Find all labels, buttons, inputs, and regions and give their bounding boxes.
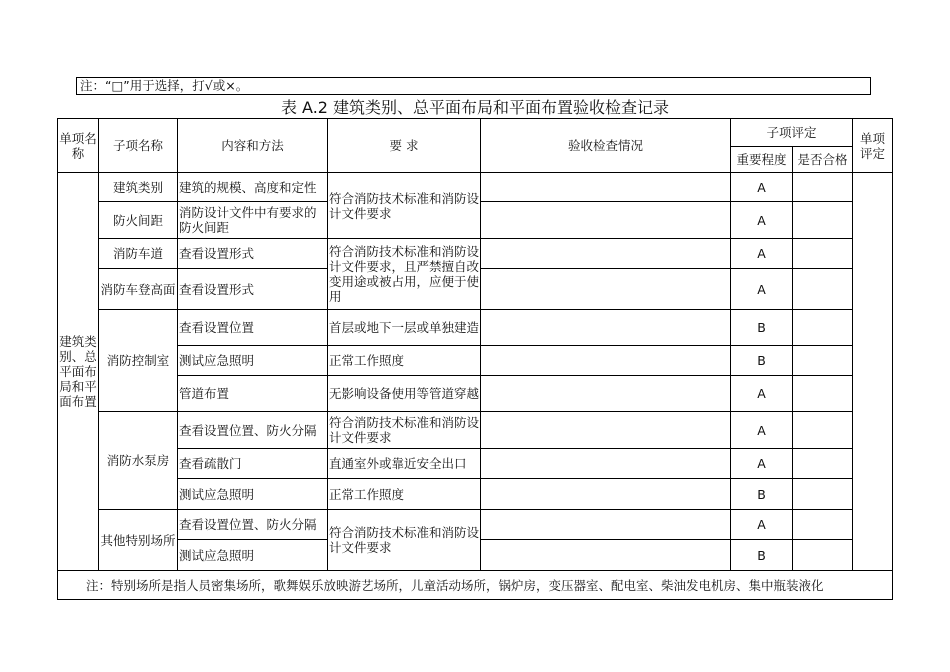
requirement-cell: 符合消防技术标准和消防设计文件要求 [328,173,481,239]
content-cell: 消防设计文件中有要求的防火间距 [178,202,328,239]
selection-note: 注：“□”用于选择，打√或×。 [76,77,871,95]
inspection-cell [481,449,731,479]
unit-eval-cell [853,173,893,571]
sub-name-cell: 消防水泵房 [99,412,178,510]
inspection-cell [481,310,731,346]
qualified-cell [793,510,853,540]
inspection-cell [481,479,731,510]
importance-cell: B [731,479,793,510]
requirement-cell: 无影响设备使用等管道穿越 [328,376,481,412]
header-sub-name: 子项名称 [99,119,178,173]
importance-cell: A [731,412,793,449]
inspection-cell [481,540,731,571]
qualified-cell [793,269,853,310]
sub-name-cell: 消防车登高面 [99,269,178,310]
requirement-cell: 符合消防技术标准和消防设计文件要求 [328,510,481,571]
importance-cell: A [731,202,793,239]
importance-cell: A [731,173,793,202]
importance-cell: A [731,239,793,269]
qualified-cell [793,310,853,346]
qualified-cell [793,239,853,269]
inspection-cell [481,269,731,310]
importance-cell: B [731,346,793,376]
requirement-cell: 正常工作照度 [328,346,481,376]
requirement-cell: 直通室外或靠近安全出口 [328,449,481,479]
qualified-cell [793,173,853,202]
requirement-cell: 符合消防技术标准和消防设计文件要求，且严禁擅自改变用途或被占用，应便于使用 [328,239,481,310]
importance-cell: B [731,310,793,346]
header-importance: 重要程度 [731,147,793,173]
unit-name-cell: 建筑类别、总平面布局和平面布置 [58,173,99,571]
content-cell: 管道布置 [178,376,328,412]
sub-name-cell: 防火间距 [99,202,178,239]
inspection-cell [481,202,731,239]
header-content-method: 内容和方法 [178,119,328,173]
sub-name-cell: 消防控制室 [99,310,178,412]
content-cell: 查看疏散门 [178,449,328,479]
header-sub-eval: 子项评定 [731,119,853,147]
qualified-cell [793,376,853,412]
qualified-cell [793,449,853,479]
content-cell: 查看设置形式 [178,239,328,269]
importance-cell: A [731,449,793,479]
page-title: 表 A.2 建筑类别、总平面布局和平面布置验收检查记录 [280,98,670,117]
importance-cell: A [731,510,793,540]
inspection-cell [481,173,731,202]
qualified-cell [793,479,853,510]
header-inspection: 验收检查情况 [481,119,731,173]
inspection-cell [481,510,731,540]
content-cell: 测试应急照明 [178,540,328,571]
qualified-cell [793,346,853,376]
header-unit-eval: 单项评定 [853,119,893,173]
inspection-table [57,118,893,600]
qualified-cell [793,202,853,239]
special-places-note: 注：特别场所是指人员密集场所，歌舞娱乐放映游艺场所，儿童活动场所，锅炉房，变压器室、配电室、柴油发电机房、集中瓶装液化 [58,571,893,600]
content-cell: 查看设置位置 [178,310,328,346]
header-requirement: 要 求 [328,119,481,173]
importance-cell: A [731,269,793,310]
content-cell: 建筑的规模、高度和定性 [178,173,328,202]
requirement-cell: 正常工作照度 [328,479,481,510]
inspection-cell [481,376,731,412]
inspection-cell [481,346,731,376]
content-cell: 查看设置位置、防火分隔 [178,510,328,540]
content-cell: 测试应急照明 [178,479,328,510]
sub-name-cell: 消防车道 [99,239,178,269]
header-qualified: 是否合格 [793,147,853,173]
header-unit-name: 单项名称 [58,119,99,173]
inspection-cell [481,412,731,449]
requirement-cell: 符合消防技术标准和消防设计文件要求 [328,412,481,449]
qualified-cell [793,412,853,449]
content-cell: 查看设置形式 [178,269,328,310]
requirement-cell: 首层或地下一层或单独建造 [328,310,481,346]
content-cell: 测试应急照明 [178,346,328,376]
qualified-cell [793,540,853,571]
importance-cell: A [731,376,793,412]
sub-name-cell: 其他特别场所 [99,510,178,571]
inspection-cell [481,239,731,269]
importance-cell: B [731,540,793,571]
sub-name-cell: 建筑类别 [99,173,178,202]
content-cell: 查看设置位置、防火分隔 [178,412,328,449]
